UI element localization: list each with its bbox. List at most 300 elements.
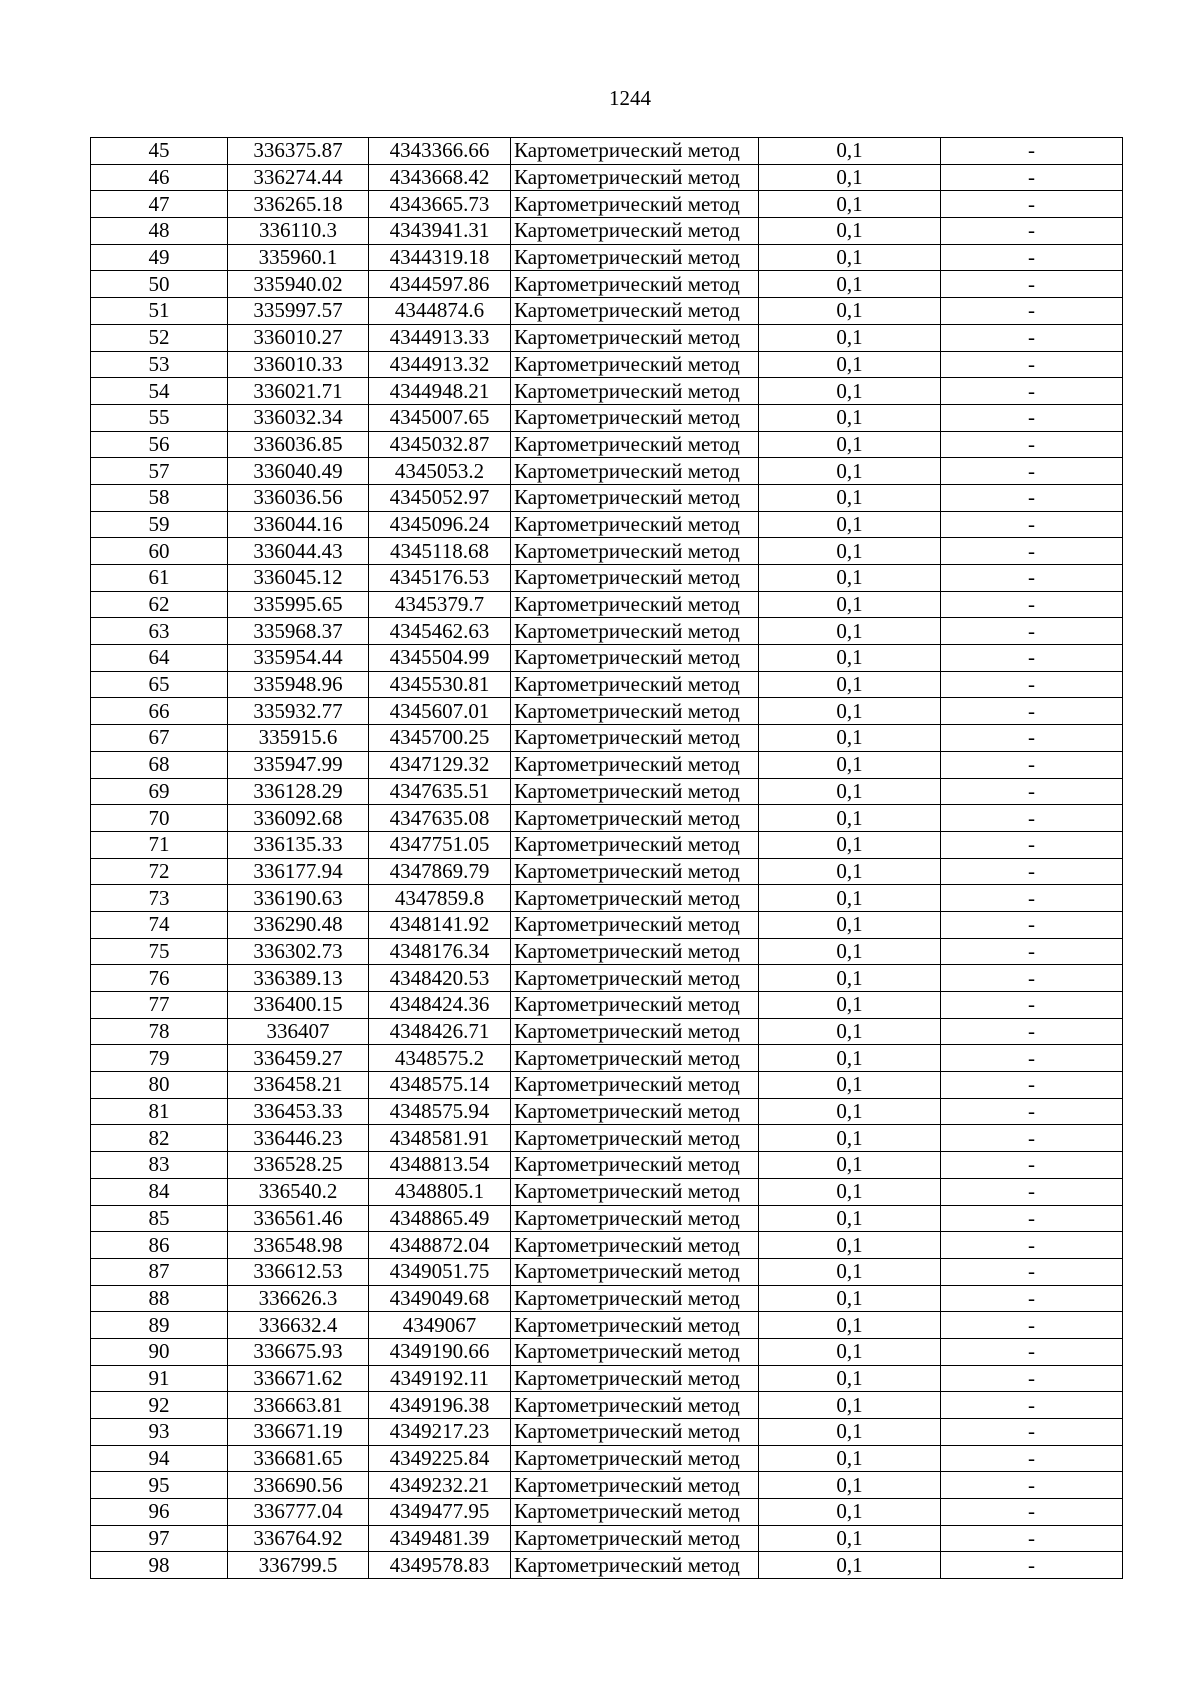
- point-number-cell: 69: [91, 778, 228, 805]
- accuracy-cell: 0,1: [759, 698, 941, 725]
- point-number-cell: 88: [91, 1285, 228, 1312]
- y-coordinate-cell: 4348813.54: [369, 1152, 511, 1179]
- accuracy-cell: 0,1: [759, 351, 941, 378]
- table-row: [91, 1072, 1123, 1099]
- note-cell: -: [941, 191, 1123, 218]
- y-coordinate-cell: 4349192.11: [369, 1365, 511, 1392]
- y-coordinate-cell: 4348872.04: [369, 1232, 511, 1259]
- note-cell: -: [941, 831, 1123, 858]
- note-cell: -: [941, 618, 1123, 645]
- note-cell: -: [941, 1392, 1123, 1419]
- table-row: [91, 1285, 1123, 1312]
- x-coordinate-cell: 335948.96: [228, 671, 369, 698]
- accuracy-cell: 0,1: [759, 671, 941, 698]
- note-cell: -: [941, 164, 1123, 191]
- method-cell: Картометрический метод: [511, 671, 759, 698]
- note-cell: -: [941, 1419, 1123, 1446]
- x-coordinate-cell: 336040.49: [228, 458, 369, 485]
- note-cell: -: [941, 1205, 1123, 1232]
- note-cell: -: [941, 992, 1123, 1019]
- x-coordinate-cell: 335947.99: [228, 751, 369, 778]
- table-row: [91, 831, 1123, 858]
- accuracy-cell: 0,1: [759, 992, 941, 1019]
- note-cell: -: [941, 1552, 1123, 1579]
- note-cell: -: [941, 911, 1123, 938]
- method-cell: Картометрический метод: [511, 1125, 759, 1152]
- table-row: [91, 511, 1123, 538]
- table-row: [91, 458, 1123, 485]
- table-row: [91, 698, 1123, 725]
- table-row: [91, 271, 1123, 298]
- accuracy-cell: 0,1: [759, 805, 941, 832]
- method-cell: Картометрический метод: [511, 645, 759, 672]
- y-coordinate-cell: 4348575.14: [369, 1072, 511, 1099]
- table-row: [91, 1472, 1123, 1499]
- accuracy-cell: 0,1: [759, 645, 941, 672]
- y-coordinate-cell: 4349217.23: [369, 1419, 511, 1446]
- x-coordinate-cell: 336446.23: [228, 1125, 369, 1152]
- table-row: [91, 218, 1123, 245]
- method-cell: Картометрический метод: [511, 1098, 759, 1125]
- method-cell: Картометрический метод: [511, 1045, 759, 1072]
- x-coordinate-cell: 336459.27: [228, 1045, 369, 1072]
- accuracy-cell: 0,1: [759, 591, 941, 618]
- y-coordinate-cell: 4343366.66: [369, 138, 511, 165]
- x-coordinate-cell: 335995.65: [228, 591, 369, 618]
- y-coordinate-cell: 4348141.92: [369, 911, 511, 938]
- point-number-cell: 72: [91, 858, 228, 885]
- x-coordinate-cell: 336290.48: [228, 911, 369, 938]
- method-cell: Картометрический метод: [511, 1472, 759, 1499]
- note-cell: -: [941, 858, 1123, 885]
- method-cell: Картометрический метод: [511, 191, 759, 218]
- accuracy-cell: 0,1: [759, 725, 941, 752]
- point-number-cell: 73: [91, 885, 228, 912]
- note-cell: -: [941, 565, 1123, 592]
- y-coordinate-cell: 4345118.68: [369, 538, 511, 565]
- table-row: [91, 1045, 1123, 1072]
- x-coordinate-cell: 336036.85: [228, 431, 369, 458]
- point-number-cell: 49: [91, 244, 228, 271]
- x-coordinate-cell: 336612.53: [228, 1258, 369, 1285]
- note-cell: -: [941, 1472, 1123, 1499]
- y-coordinate-cell: 4344874.6: [369, 298, 511, 325]
- x-coordinate-cell: 336561.46: [228, 1205, 369, 1232]
- y-coordinate-cell: 4348420.53: [369, 965, 511, 992]
- accuracy-cell: 0,1: [759, 191, 941, 218]
- accuracy-cell: 0,1: [759, 938, 941, 965]
- point-number-cell: 93: [91, 1419, 228, 1446]
- accuracy-cell: 0,1: [759, 911, 941, 938]
- table-row: [91, 778, 1123, 805]
- accuracy-cell: 0,1: [759, 1045, 941, 1072]
- accuracy-cell: 0,1: [759, 1552, 941, 1579]
- table-row: [91, 858, 1123, 885]
- table-row: [91, 244, 1123, 271]
- method-cell: Картометрический метод: [511, 1152, 759, 1179]
- method-cell: Картометрический метод: [511, 1072, 759, 1099]
- y-coordinate-cell: 4349190.66: [369, 1338, 511, 1365]
- x-coordinate-cell: 336092.68: [228, 805, 369, 832]
- note-cell: -: [941, 938, 1123, 965]
- note-cell: -: [941, 1365, 1123, 1392]
- point-number-cell: 61: [91, 565, 228, 592]
- x-coordinate-cell: 335968.37: [228, 618, 369, 645]
- note-cell: -: [941, 1098, 1123, 1125]
- y-coordinate-cell: 4349049.68: [369, 1285, 511, 1312]
- x-coordinate-cell: 336671.19: [228, 1419, 369, 1446]
- x-coordinate-cell: 336663.81: [228, 1392, 369, 1419]
- method-cell: Картометрический метод: [511, 751, 759, 778]
- x-coordinate-cell: 336389.13: [228, 965, 369, 992]
- method-cell: Картометрический метод: [511, 218, 759, 245]
- x-coordinate-cell: 336548.98: [228, 1232, 369, 1259]
- x-coordinate-cell: 336764.92: [228, 1525, 369, 1552]
- method-cell: Картометрический метод: [511, 271, 759, 298]
- table-row: [91, 725, 1123, 752]
- note-cell: -: [941, 965, 1123, 992]
- accuracy-cell: 0,1: [759, 1445, 941, 1472]
- table-row: [91, 1365, 1123, 1392]
- y-coordinate-cell: 4345700.25: [369, 725, 511, 752]
- x-coordinate-cell: 336675.93: [228, 1338, 369, 1365]
- point-number-cell: 86: [91, 1232, 228, 1259]
- table-row: [91, 538, 1123, 565]
- method-cell: Картометрический метод: [511, 1338, 759, 1365]
- table-row: [91, 164, 1123, 191]
- method-cell: Картометрический метод: [511, 1365, 759, 1392]
- method-cell: Картометрический метод: [511, 1392, 759, 1419]
- accuracy-cell: 0,1: [759, 751, 941, 778]
- y-coordinate-cell: 4343665.73: [369, 191, 511, 218]
- y-coordinate-cell: 4347869.79: [369, 858, 511, 885]
- method-cell: Картометрический метод: [511, 858, 759, 885]
- method-cell: Картометрический метод: [511, 831, 759, 858]
- point-number-cell: 57: [91, 458, 228, 485]
- method-cell: Картометрический метод: [511, 1445, 759, 1472]
- point-number-cell: 48: [91, 218, 228, 245]
- accuracy-cell: 0,1: [759, 565, 941, 592]
- note-cell: -: [941, 538, 1123, 565]
- x-coordinate-cell: 336540.2: [228, 1178, 369, 1205]
- accuracy-cell: 0,1: [759, 1205, 941, 1232]
- y-coordinate-cell: 4343668.42: [369, 164, 511, 191]
- x-coordinate-cell: 336528.25: [228, 1152, 369, 1179]
- point-number-cell: 91: [91, 1365, 228, 1392]
- accuracy-cell: 0,1: [759, 618, 941, 645]
- x-coordinate-cell: 336128.29: [228, 778, 369, 805]
- table-row: [91, 1125, 1123, 1152]
- table-row: [91, 191, 1123, 218]
- method-cell: Картометрический метод: [511, 885, 759, 912]
- method-cell: Картометрический метод: [511, 1205, 759, 1232]
- accuracy-cell: 0,1: [759, 1338, 941, 1365]
- note-cell: -: [941, 1178, 1123, 1205]
- note-cell: -: [941, 1045, 1123, 1072]
- point-number-cell: 77: [91, 992, 228, 1019]
- point-number-cell: 71: [91, 831, 228, 858]
- point-number-cell: 96: [91, 1499, 228, 1526]
- note-cell: -: [941, 698, 1123, 725]
- note-cell: -: [941, 271, 1123, 298]
- x-coordinate-cell: 335954.44: [228, 645, 369, 672]
- point-number-cell: 51: [91, 298, 228, 325]
- point-number-cell: 87: [91, 1258, 228, 1285]
- method-cell: Картометрический метод: [511, 992, 759, 1019]
- method-cell: Картометрический метод: [511, 778, 759, 805]
- table-row: [91, 1419, 1123, 1446]
- x-coordinate-cell: 336044.16: [228, 511, 369, 538]
- y-coordinate-cell: 4344913.33: [369, 324, 511, 351]
- x-coordinate-cell: 336021.71: [228, 378, 369, 405]
- point-number-cell: 83: [91, 1152, 228, 1179]
- accuracy-cell: 0,1: [759, 458, 941, 485]
- method-cell: Картометрический метод: [511, 164, 759, 191]
- table-row: [91, 378, 1123, 405]
- accuracy-cell: 0,1: [759, 1365, 941, 1392]
- accuracy-cell: 0,1: [759, 1499, 941, 1526]
- x-coordinate-cell: 336407: [228, 1018, 369, 1045]
- accuracy-cell: 0,1: [759, 484, 941, 511]
- point-number-cell: 78: [91, 1018, 228, 1045]
- x-coordinate-cell: 336681.65: [228, 1445, 369, 1472]
- x-coordinate-cell: 336274.44: [228, 164, 369, 191]
- y-coordinate-cell: 4348575.94: [369, 1098, 511, 1125]
- accuracy-cell: 0,1: [759, 858, 941, 885]
- table-row: [91, 992, 1123, 1019]
- x-coordinate-cell: 336400.15: [228, 992, 369, 1019]
- y-coordinate-cell: 4345607.01: [369, 698, 511, 725]
- accuracy-cell: 0,1: [759, 244, 941, 271]
- accuracy-cell: 0,1: [759, 1018, 941, 1045]
- y-coordinate-cell: 4345053.2: [369, 458, 511, 485]
- accuracy-cell: 0,1: [759, 431, 941, 458]
- y-coordinate-cell: 4348426.71: [369, 1018, 511, 1045]
- note-cell: -: [941, 404, 1123, 431]
- y-coordinate-cell: 4345007.65: [369, 404, 511, 431]
- note-cell: -: [941, 484, 1123, 511]
- method-cell: Картометрический метод: [511, 725, 759, 752]
- method-cell: Картометрический метод: [511, 805, 759, 832]
- table-row: [91, 591, 1123, 618]
- x-coordinate-cell: 335932.77: [228, 698, 369, 725]
- point-number-cell: 80: [91, 1072, 228, 1099]
- accuracy-cell: 0,1: [759, 1152, 941, 1179]
- accuracy-cell: 0,1: [759, 378, 941, 405]
- accuracy-cell: 0,1: [759, 1419, 941, 1446]
- point-number-cell: 55: [91, 404, 228, 431]
- x-coordinate-cell: 336110.3: [228, 218, 369, 245]
- accuracy-cell: 0,1: [759, 831, 941, 858]
- table-row: [91, 138, 1123, 165]
- note-cell: -: [941, 138, 1123, 165]
- table-row: [91, 484, 1123, 511]
- table-row: [91, 751, 1123, 778]
- point-number-cell: 74: [91, 911, 228, 938]
- point-number-cell: 98: [91, 1552, 228, 1579]
- y-coordinate-cell: 4347635.08: [369, 805, 511, 832]
- note-cell: -: [941, 351, 1123, 378]
- table-row: [91, 1445, 1123, 1472]
- table-row: [91, 885, 1123, 912]
- y-coordinate-cell: 4349578.83: [369, 1552, 511, 1579]
- table-row: [91, 1338, 1123, 1365]
- point-number-cell: 89: [91, 1312, 228, 1339]
- note-cell: -: [941, 431, 1123, 458]
- y-coordinate-cell: 4348865.49: [369, 1205, 511, 1232]
- point-number-cell: 84: [91, 1178, 228, 1205]
- table-row: [91, 1232, 1123, 1259]
- note-cell: -: [941, 1312, 1123, 1339]
- point-number-cell: 81: [91, 1098, 228, 1125]
- note-cell: -: [941, 1445, 1123, 1472]
- accuracy-cell: 0,1: [759, 1312, 941, 1339]
- note-cell: -: [941, 751, 1123, 778]
- table-row: [91, 324, 1123, 351]
- accuracy-cell: 0,1: [759, 885, 941, 912]
- method-cell: Картометрический метод: [511, 911, 759, 938]
- note-cell: -: [941, 1338, 1123, 1365]
- accuracy-cell: 0,1: [759, 965, 941, 992]
- method-cell: Картометрический метод: [511, 618, 759, 645]
- accuracy-cell: 0,1: [759, 1098, 941, 1125]
- x-coordinate-cell: 336135.33: [228, 831, 369, 858]
- point-number-cell: 95: [91, 1472, 228, 1499]
- table-row: [91, 431, 1123, 458]
- point-number-cell: 65: [91, 671, 228, 698]
- note-cell: -: [941, 885, 1123, 912]
- x-coordinate-cell: 336010.27: [228, 324, 369, 351]
- y-coordinate-cell: 4349225.84: [369, 1445, 511, 1472]
- point-number-cell: 53: [91, 351, 228, 378]
- method-cell: Картометрический метод: [511, 1552, 759, 1579]
- note-cell: -: [941, 778, 1123, 805]
- y-coordinate-cell: 4348176.34: [369, 938, 511, 965]
- point-number-cell: 79: [91, 1045, 228, 1072]
- y-coordinate-cell: 4349196.38: [369, 1392, 511, 1419]
- y-coordinate-cell: 4348805.1: [369, 1178, 511, 1205]
- y-coordinate-cell: 4345462.63: [369, 618, 511, 645]
- y-coordinate-cell: 4345530.81: [369, 671, 511, 698]
- accuracy-cell: 0,1: [759, 138, 941, 165]
- note-cell: -: [941, 1018, 1123, 1045]
- x-coordinate-cell: 336036.56: [228, 484, 369, 511]
- x-coordinate-cell: 336458.21: [228, 1072, 369, 1099]
- point-number-cell: 94: [91, 1445, 228, 1472]
- y-coordinate-cell: 4345504.99: [369, 645, 511, 672]
- y-coordinate-cell: 4347859.8: [369, 885, 511, 912]
- note-cell: -: [941, 244, 1123, 271]
- table-row: [91, 911, 1123, 938]
- page-number: 1244: [609, 86, 651, 110]
- method-cell: Картометрический метод: [511, 1018, 759, 1045]
- method-cell: Картометрический метод: [511, 1285, 759, 1312]
- accuracy-cell: 0,1: [759, 511, 941, 538]
- note-cell: -: [941, 645, 1123, 672]
- x-coordinate-cell: 336777.04: [228, 1499, 369, 1526]
- method-cell: Картометрический метод: [511, 1525, 759, 1552]
- method-cell: Картометрический метод: [511, 591, 759, 618]
- table-row: [91, 938, 1123, 965]
- x-coordinate-cell: 336632.4: [228, 1312, 369, 1339]
- coordinates-table-body: [91, 138, 1123, 1579]
- point-number-cell: 70: [91, 805, 228, 832]
- point-number-cell: 67: [91, 725, 228, 752]
- method-cell: Картометрический метод: [511, 458, 759, 485]
- accuracy-cell: 0,1: [759, 1125, 941, 1152]
- y-coordinate-cell: 4345096.24: [369, 511, 511, 538]
- table-row: [91, 1525, 1123, 1552]
- note-cell: -: [941, 591, 1123, 618]
- accuracy-cell: 0,1: [759, 538, 941, 565]
- point-number-cell: 66: [91, 698, 228, 725]
- x-coordinate-cell: 336190.63: [228, 885, 369, 912]
- accuracy-cell: 0,1: [759, 1392, 941, 1419]
- table-row: [91, 1178, 1123, 1205]
- note-cell: -: [941, 1285, 1123, 1312]
- y-coordinate-cell: 4349051.75: [369, 1258, 511, 1285]
- x-coordinate-cell: 336799.5: [228, 1552, 369, 1579]
- note-cell: -: [941, 378, 1123, 405]
- y-coordinate-cell: 4348575.2: [369, 1045, 511, 1072]
- y-coordinate-cell: 4345176.53: [369, 565, 511, 592]
- accuracy-cell: 0,1: [759, 324, 941, 351]
- point-number-cell: 47: [91, 191, 228, 218]
- y-coordinate-cell: 4344319.18: [369, 244, 511, 271]
- point-number-cell: 68: [91, 751, 228, 778]
- x-coordinate-cell: 336453.33: [228, 1098, 369, 1125]
- x-coordinate-cell: 336032.34: [228, 404, 369, 431]
- x-coordinate-cell: 336626.3: [228, 1285, 369, 1312]
- x-coordinate-cell: 335960.1: [228, 244, 369, 271]
- method-cell: Картометрический метод: [511, 965, 759, 992]
- note-cell: -: [941, 1525, 1123, 1552]
- table-row: [91, 965, 1123, 992]
- table-row: [91, 1018, 1123, 1045]
- method-cell: Картометрический метод: [511, 138, 759, 165]
- y-coordinate-cell: 4347129.32: [369, 751, 511, 778]
- accuracy-cell: 0,1: [759, 778, 941, 805]
- x-coordinate-cell: 336375.87: [228, 138, 369, 165]
- y-coordinate-cell: 4347751.05: [369, 831, 511, 858]
- x-coordinate-cell: 336265.18: [228, 191, 369, 218]
- y-coordinate-cell: 4344948.21: [369, 378, 511, 405]
- x-coordinate-cell: 336690.56: [228, 1472, 369, 1499]
- x-coordinate-cell: 335915.6: [228, 725, 369, 752]
- table-row: [91, 1552, 1123, 1579]
- x-coordinate-cell: 336177.94: [228, 858, 369, 885]
- accuracy-cell: 0,1: [759, 271, 941, 298]
- y-coordinate-cell: 4349481.39: [369, 1525, 511, 1552]
- note-cell: -: [941, 298, 1123, 325]
- accuracy-cell: 0,1: [759, 298, 941, 325]
- point-number-cell: 82: [91, 1125, 228, 1152]
- point-number-cell: 58: [91, 484, 228, 511]
- accuracy-cell: 0,1: [759, 1072, 941, 1099]
- point-number-cell: 97: [91, 1525, 228, 1552]
- x-coordinate-cell: 336302.73: [228, 938, 369, 965]
- accuracy-cell: 0,1: [759, 1525, 941, 1552]
- note-cell: -: [941, 1258, 1123, 1285]
- x-coordinate-cell: 335997.57: [228, 298, 369, 325]
- method-cell: Картометрический метод: [511, 404, 759, 431]
- method-cell: Картометрический метод: [511, 1499, 759, 1526]
- y-coordinate-cell: 4345052.97: [369, 484, 511, 511]
- point-number-cell: 75: [91, 938, 228, 965]
- note-cell: -: [941, 1125, 1123, 1152]
- y-coordinate-cell: 4349067: [369, 1312, 511, 1339]
- method-cell: Картометрический метод: [511, 244, 759, 271]
